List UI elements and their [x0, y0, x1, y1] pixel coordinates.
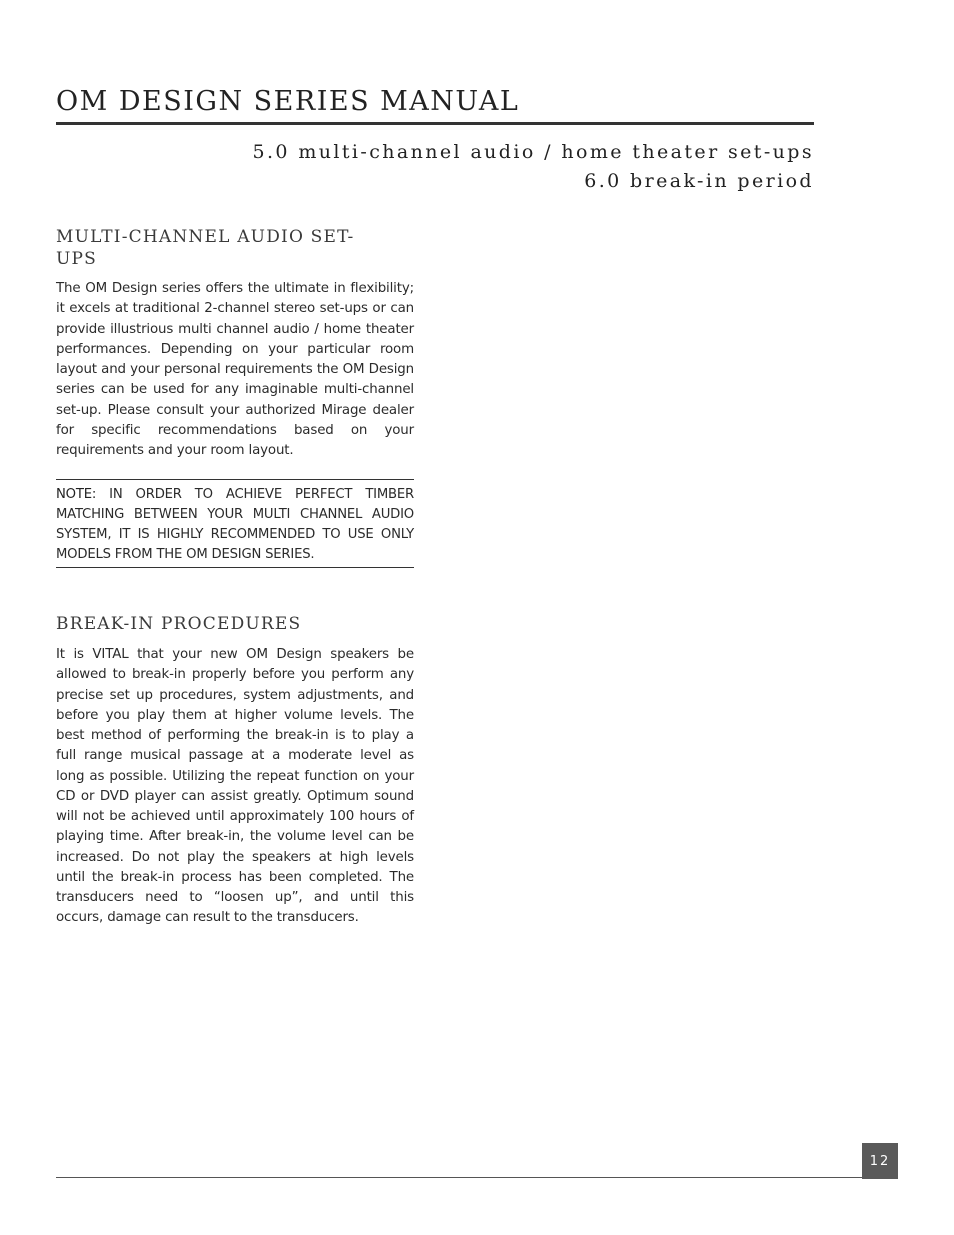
- manual-title: OM DESIGN SERIES MANUAL: [56, 86, 520, 117]
- section-heading-multichannel: [56, 226, 414, 270]
- note-paragraph: [56, 480, 414, 565]
- break-in-paragraph: It is VITAL that your new OM Design speakers be allowed to break-in properly before you perform any precise set up procedures, system adjustments, and before you play them at higher volume levels. The best method of performing the break-in is to play a full range musical passage at a moderate level as long as possible. Utilizing the repeat function on your CD or DVD player can assist greatly. Optimum sound will not be achieved until approximately 100 hours of playing time. After break-in, the volume level can be increased. Do not play the speakers at high levels until the break-in process has been completed. The transducers need to “loosen up”, and until this occurs, damage can result to the transducers.: [56, 647, 414, 926]
- multichannel-paragraph: The OM Design series offers the ultimate in flexibility; it excels at traditional 2-channel stereo set-ups or can provide illustrious multi channel audio / home theater performances. Depending on your particular room layout and your personal requirements the OM Design series can be used for any imaginable multi-channel set-up. Please consult your authorized Mirage dealer for specific recommendations based on your requirements and your room layout.: [56, 281, 414, 458]
- note-box: [56, 479, 414, 568]
- chapter-heading-break-in: 6.0 break-in period: [584, 170, 814, 192]
- note-text: IN ORDER TO ACHIEVE PERFECT TIMBER MATCHING BETWEEN YOUR MULTI CHANNEL AUDIO SYSTEM, IT IS HIGHLY RECOMMENDED TO USE ONLY MODELS FROM THE OM DESIGN SERIES.: [56, 487, 414, 562]
- section-heading-multichannel-text: MULTI-CHANNEL AUDIO SET-UPS: [56, 227, 355, 269]
- footer-divider: [56, 1177, 862, 1178]
- page-number-badge: [862, 1143, 898, 1179]
- note-label: NOTE:: [56, 487, 97, 502]
- chapter-heading-multichannel: 5.0 multi-channel audio / home theater set-ups: [252, 141, 814, 163]
- title-divider: [56, 122, 814, 125]
- page-number: 12: [869, 1153, 891, 1169]
- section-heading-break-in: BREAK-IN PROCEDURES: [56, 614, 302, 634]
